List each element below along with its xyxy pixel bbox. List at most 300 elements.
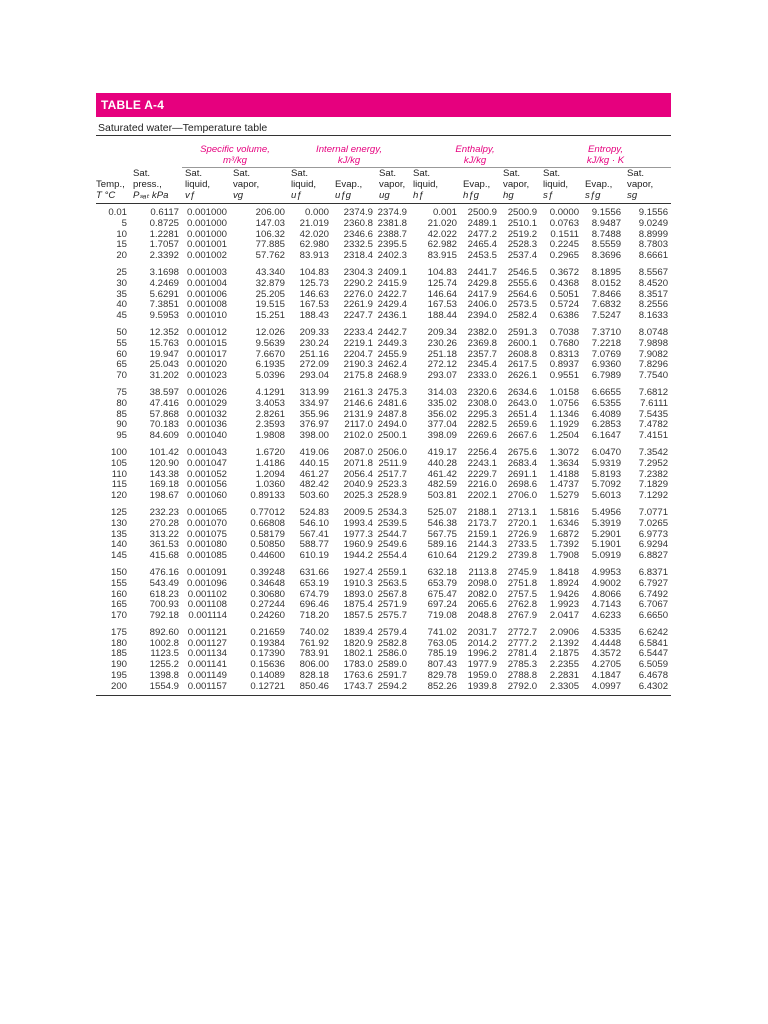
table-cell: 1002.8	[149, 637, 179, 649]
table-cell: 15.251	[255, 310, 286, 322]
table-cell: 377.04	[427, 419, 458, 431]
table-cell: 2014.2	[467, 637, 498, 649]
table-cell: 57.868	[149, 408, 179, 420]
table-cell: 2546.5	[507, 266, 538, 278]
table-cell: 0.5051	[549, 288, 580, 300]
table-cell: 120	[110, 490, 127, 502]
table-cell: 7.9898	[638, 337, 669, 349]
table-cell: 2415.9	[377, 277, 408, 289]
table-cell: 482.42	[299, 479, 330, 491]
table-cell: 130	[110, 517, 127, 529]
table-cell: 828.18	[299, 670, 330, 682]
table-cell: 0.001091	[186, 566, 227, 578]
table-cell: 2571.9	[377, 599, 408, 611]
table-cell: 2009.5	[343, 506, 374, 518]
table-cell: 110	[111, 468, 127, 480]
column-header-3-l1: Sat.	[185, 168, 203, 179]
table-cell: 806.00	[299, 659, 330, 671]
table-cell: 6.5355	[591, 397, 622, 409]
table-cell: 2369.8	[467, 337, 498, 349]
table-cell: 2573.5	[507, 299, 538, 311]
table-cell: 7.8466	[591, 288, 622, 300]
table-cell: 7.5247	[591, 310, 622, 322]
table-cell: 0.001043	[186, 446, 227, 458]
table-cell: 2441.7	[467, 266, 498, 278]
table-cell: 6.5841	[638, 637, 669, 649]
table-cell: 180	[110, 637, 127, 649]
table-cell: 2528.9	[377, 490, 408, 502]
table-cell: 1.4188	[549, 468, 580, 480]
table-cell: 7.2952	[638, 457, 669, 469]
table-cell: 4.1847	[591, 670, 622, 682]
table-cell: 8.5567	[638, 266, 669, 278]
table-cell: 440.28	[427, 457, 458, 469]
table-cell: 209.34	[427, 326, 458, 338]
table-cell: 104.83	[427, 266, 458, 278]
table-cell: 2040.9	[343, 479, 374, 491]
table-cell: 2417.9	[467, 288, 498, 300]
table-cell: 2500.1	[377, 430, 408, 442]
column-header-13-sym: sɡ	[624, 190, 671, 204]
table-cell: 313.99	[299, 386, 330, 398]
column-header-7-sym: uɡ	[376, 190, 410, 204]
table-cell: 2374.9	[377, 207, 408, 218]
table-cell: 5.6291	[149, 288, 179, 300]
table-cell: 15.763	[149, 337, 179, 349]
table-cell: 2247.7	[343, 310, 374, 322]
table-cell: 7.3851	[149, 299, 179, 311]
column-header-2-l1: Sat.	[133, 168, 151, 179]
table-cell: 2745.9	[507, 566, 538, 578]
table-cell: 104.83	[299, 266, 330, 278]
group-header-row	[96, 136, 671, 168]
table-cell: 335.02	[427, 397, 458, 409]
table-cell: 2510.1	[507, 217, 538, 229]
table-cell: 0.6386	[549, 310, 580, 322]
table-cell: 8.2556	[638, 299, 669, 311]
group-specific-volume	[182, 136, 288, 168]
table-cell: 440.15	[299, 457, 330, 469]
table-cell: 5.6013	[591, 490, 622, 502]
table-cell: 7.6670	[255, 348, 286, 360]
table-cell: 2489.1	[467, 217, 498, 229]
table-cell: 314.03	[427, 386, 458, 398]
table-cell: 6.1647	[591, 430, 622, 442]
table-cell: 106.32	[255, 228, 286, 240]
table-cell: 2617.5	[507, 359, 538, 371]
table-cell: 2131.9	[343, 408, 374, 420]
table-cell: 2269.6	[467, 430, 498, 442]
table-cell: 2659.6	[507, 419, 538, 431]
table-cell: 503.81	[427, 490, 458, 502]
table-cell: 101.42	[149, 446, 179, 458]
table-label-bar	[96, 93, 671, 117]
table-cell: 0.001075	[186, 528, 227, 540]
table-cell: 230.24	[299, 337, 330, 349]
table-cell: 1554.9	[130, 682, 182, 695]
table-cell: 2449.3	[377, 337, 408, 349]
table-cell: 4.7143	[591, 599, 622, 611]
table-cell: 675.47	[427, 588, 458, 600]
table-row	[96, 399, 671, 410]
table-cell: 2506.0	[377, 446, 408, 458]
table-cell: 0.001080	[186, 539, 227, 551]
column-header-7-l1: Sat.	[379, 168, 397, 179]
table-cell: 38.597	[149, 386, 179, 398]
table-row	[96, 279, 671, 290]
table-cell: 2117.0	[344, 419, 374, 431]
table-cell: 20	[116, 250, 127, 262]
table-cell: 1.0158	[549, 386, 580, 398]
table-cell: 7.2218	[591, 337, 622, 349]
table-cell: 2276.0	[343, 288, 374, 300]
table-cell: 0.19384	[250, 637, 286, 649]
table-cell: 2537.4	[507, 250, 538, 262]
table-cell: 4.8066	[591, 588, 622, 600]
table-cell: 461.42	[427, 468, 458, 480]
table-cell: 2320.6	[467, 386, 498, 398]
table-cell: 0.66808	[250, 517, 286, 529]
table-cell: 167.53	[427, 299, 458, 311]
table-body	[96, 204, 671, 696]
table-row	[96, 622, 671, 639]
table-cell: 0.001001	[186, 239, 227, 251]
table-cell: 1820.9	[343, 637, 374, 649]
table-cell: 1.6872	[549, 528, 580, 540]
table-cell: 8.7803	[638, 239, 669, 251]
table-cell: 2481.6	[377, 397, 408, 409]
table-cell: 5.8193	[591, 468, 622, 480]
table-cell: 7.1829	[638, 479, 669, 491]
table-cell: 2772.7	[507, 626, 538, 638]
table-cell: 1255.2	[149, 659, 179, 671]
table-cell: 2.1392	[549, 637, 580, 649]
table-cell: 5	[121, 217, 127, 229]
column-header-13-l1: Sat.	[627, 168, 645, 179]
table-cell: 850.46	[288, 682, 332, 695]
table-cell: 2295.3	[467, 408, 498, 420]
table-cell: 7.2382	[638, 468, 669, 480]
table-cell: 6.8827	[638, 550, 669, 562]
table-cell: 0.001114	[188, 610, 227, 622]
table-cell: 2216.0	[467, 479, 498, 491]
table-cell: 2129.2	[467, 550, 498, 562]
table-cell: 5.9319	[591, 457, 622, 469]
table-cell: 7.3710	[591, 326, 622, 338]
table-cell: 2175.8	[343, 370, 374, 382]
table-cell: 272.12	[427, 359, 458, 371]
table-cell: 525.07	[427, 506, 458, 518]
table-cell: 2591.3	[507, 326, 538, 338]
table-cell: 25	[116, 266, 127, 278]
column-header-row-1	[96, 168, 671, 180]
table-cell: 83.915	[427, 250, 458, 262]
table-cell: 6.7067	[638, 599, 669, 611]
table-cell: 1.7057	[149, 239, 179, 251]
saturated-water-table	[96, 136, 671, 696]
table-cell: 2608.8	[507, 348, 538, 360]
table-cell: 0.001020	[186, 359, 227, 371]
table-cell: 1910.3	[343, 577, 374, 589]
table-cell: 2455.9	[377, 348, 408, 360]
table-cell: 165	[110, 599, 127, 611]
table-cell: 1.0756	[549, 397, 580, 409]
table-cell: 763.05	[427, 637, 458, 649]
table-cell: 2.2831	[549, 670, 580, 682]
table-cell: 232.23	[149, 506, 179, 518]
table-cell: 2.8261	[255, 408, 286, 420]
table-cell: 761.92	[299, 637, 330, 649]
table-cell: 8.3517	[638, 288, 669, 300]
table-cell: 2751.8	[507, 577, 538, 589]
table-cell: 2048.8	[467, 610, 498, 622]
table-cell: 2643.0	[507, 397, 538, 409]
column-header-5-sym: uƒ	[288, 190, 332, 204]
table-cell: 355.96	[299, 408, 330, 420]
table-cell: 0.27244	[250, 599, 286, 611]
table-cell: 2.0906	[549, 626, 580, 638]
table-cell: 543.49	[149, 577, 179, 589]
table-row	[96, 204, 671, 219]
table-cell: 2534.3	[377, 506, 408, 518]
group-enthalpy	[410, 136, 540, 168]
table-cell: 2582.8	[377, 637, 408, 649]
table-cell: 2519.2	[507, 228, 538, 240]
table-cell: 2591.7	[377, 670, 408, 682]
table-cell: 5.1901	[591, 539, 622, 551]
table-cell: 0.30680	[250, 588, 286, 600]
table-cell: 1939.8	[460, 682, 500, 695]
table-cell: 1.0360	[255, 479, 286, 491]
table-cell: 0.44600	[250, 550, 286, 562]
table-cell: 7.6111	[640, 397, 669, 409]
table-cell: 155	[110, 577, 127, 589]
table-cell: 270.28	[149, 517, 179, 529]
table-cell: 35	[116, 288, 127, 300]
table-cell: 2554.4	[377, 550, 408, 562]
table-cell: 719.08	[427, 610, 458, 622]
column-header-10-l2: vapor,	[503, 179, 530, 190]
table-cell: 2102.0	[343, 430, 374, 442]
table-cell: 783.91	[299, 648, 330, 660]
table-cell: 7.0769	[591, 348, 622, 360]
table-cell: 2381.8	[377, 217, 408, 229]
table-cell: 0.6117	[150, 207, 179, 218]
table-cell: 2202.1	[467, 490, 498, 502]
table-cell: 461.27	[299, 468, 330, 480]
table-cell: 0.1511	[550, 228, 580, 240]
table-cell: 8.0152	[591, 277, 622, 289]
table-cell: 1.9426	[549, 588, 580, 600]
table-cell: 0.000	[305, 207, 330, 218]
table-cell: 2357.7	[467, 348, 498, 360]
table-cell: 1.9923	[549, 599, 580, 611]
table-cell: 6.2853	[591, 419, 622, 431]
table-cell: 19.947	[149, 348, 179, 360]
table-cell: 2477.2	[467, 228, 498, 240]
table-cell: 169.18	[149, 479, 179, 491]
table-cell: 0.001017	[186, 348, 227, 360]
table-cell: 42.022	[427, 228, 458, 240]
column-header-12-sym: sƒɡ	[582, 190, 624, 204]
table-cell: 2475.3	[377, 386, 408, 398]
table-caption: Saturated water—Temperature table	[96, 121, 671, 136]
table-cell: 0.2965	[549, 250, 580, 262]
table-cell: 2409.1	[377, 266, 408, 278]
table-cell: 2500.9	[467, 207, 498, 218]
table-cell: 6.5447	[638, 648, 669, 660]
table-cell: 2544.7	[377, 528, 408, 540]
table-cell: 398.00	[299, 430, 330, 442]
table-row	[96, 579, 671, 590]
table-cell: 125.73	[299, 277, 330, 289]
table-cell: 0.001047	[186, 457, 227, 469]
table-cell: 3.1698	[149, 266, 179, 278]
column-header-11-l2: liquid,	[543, 179, 569, 190]
table-cell: 40	[116, 299, 127, 311]
table-cell: 55	[116, 337, 127, 349]
group-internal-energy	[288, 136, 410, 168]
column-header-10-sym: hɡ	[500, 190, 540, 204]
table-cell: 145	[110, 550, 127, 562]
table-cell: 398.09	[427, 430, 458, 442]
table-row	[96, 262, 671, 279]
table-cell: 150	[110, 566, 127, 578]
table-cell: 2082.0	[467, 588, 498, 600]
table-cell: 1.8418	[549, 566, 580, 578]
table-cell: 334.97	[299, 397, 330, 409]
table-cell: 185	[110, 648, 127, 660]
table-cell: 0.001127	[187, 637, 227, 649]
column-header-12-l1	[582, 168, 624, 180]
table-row	[96, 491, 671, 502]
table-cell: 2219.1	[343, 337, 374, 349]
table-cell: 0.001060	[186, 490, 227, 502]
table-cell: 100	[110, 446, 127, 458]
table-cell: 2188.1	[467, 506, 498, 518]
table-cell: 25.205	[255, 288, 286, 300]
table-cell: 293.07	[427, 370, 458, 382]
table-cell: 0.001056	[186, 479, 227, 491]
table-cell: 0.8725	[149, 217, 179, 229]
table-cell: 4.2705	[591, 659, 622, 671]
table-cell: 2468.9	[377, 370, 408, 382]
table-cell: 653.79	[427, 577, 458, 589]
table-cell: 198.67	[149, 490, 179, 502]
table-cell: 2651.4	[507, 408, 538, 420]
table-cell: 10	[116, 228, 127, 240]
table-cell: 5.4956	[591, 506, 622, 518]
table-cell: 7.4151	[638, 430, 669, 442]
column-header-12-l2: Evap.,	[585, 179, 613, 190]
table-cell: 2713.1	[507, 506, 538, 518]
table-cell: 6.9773	[638, 528, 669, 540]
table-cell: 2087.0	[343, 446, 374, 458]
table-cell: 2388.7	[377, 228, 408, 240]
table-cell: 2781.4	[507, 648, 538, 660]
table-cell: 32.879	[255, 277, 286, 289]
table-cell: 0.39248	[250, 566, 286, 578]
table-cell: 8.4520	[638, 277, 669, 289]
table-cell: 12.026	[255, 326, 286, 338]
group-unit: kJ/kg · K	[586, 155, 625, 166]
table-cell: 1.2504	[549, 430, 580, 442]
table-row	[96, 431, 671, 442]
column-header-row-3	[96, 190, 671, 204]
table-row	[96, 459, 671, 470]
table-cell: 0.001012	[186, 326, 227, 338]
table-row	[96, 682, 671, 695]
table-cell: 190	[110, 659, 127, 671]
table-cell: 4.1291	[255, 386, 286, 398]
column-header-6-l2: Evap.,	[335, 179, 363, 190]
table-cell: 7.0265	[638, 517, 669, 529]
table-cell: 2.1875	[549, 648, 580, 660]
table-cell: 852.26	[410, 682, 460, 695]
table-cell: 6.4678	[638, 670, 669, 682]
table-cell: 2777.2	[507, 637, 538, 649]
table-cell: 674.79	[299, 588, 330, 600]
column-header-4-l2: vapor,	[233, 179, 260, 190]
table-cell: 2733.5	[507, 539, 538, 551]
table-cell: 57.762	[255, 250, 286, 262]
table-cell: 60	[116, 348, 127, 360]
table-cell: 90	[116, 419, 127, 431]
table-cell: 5.2901	[591, 528, 622, 540]
table-cell: 2.3392	[149, 250, 179, 262]
table-cell: 21.019	[299, 217, 330, 229]
table-cell: 503.60	[299, 490, 330, 502]
table-cell: 5.3919	[591, 517, 622, 529]
table-row	[96, 311, 671, 322]
column-header-4-l1: Sat.	[233, 168, 251, 179]
table-cell: 1.4737	[549, 479, 580, 491]
table-row	[96, 442, 671, 459]
table-cell: 21.020	[427, 217, 458, 229]
table-cell: 0.001	[433, 207, 458, 218]
table-cell: 15	[116, 239, 127, 251]
table-cell: 524.83	[299, 506, 330, 518]
table-cell: 77.885	[255, 239, 286, 251]
table-cell: 415.68	[149, 550, 179, 562]
table-cell: 2575.7	[377, 610, 408, 622]
table-cell: 2442.7	[377, 326, 408, 338]
table-cell: 6.9360	[591, 359, 622, 371]
table-cell: 0.17390	[250, 648, 286, 660]
table-cell: 0.001065	[186, 506, 227, 518]
group-title: Entropy,	[588, 144, 624, 155]
table-cell: 2465.4	[467, 239, 498, 251]
document-page	[96, 93, 671, 696]
table-cell: 2243.1	[467, 457, 498, 469]
table-cell: 47.416	[149, 397, 179, 409]
table-cell: 146.64	[427, 288, 458, 300]
table-cell: 0.001029	[186, 397, 227, 409]
table-cell: 8.1895	[591, 266, 622, 278]
table-cell: 6.5059	[638, 659, 669, 671]
table-cell: 7.7540	[638, 370, 669, 382]
table-cell: 2345.4	[467, 359, 498, 371]
table-cell: 120.90	[149, 457, 179, 469]
table-cell: 2567.8	[377, 588, 408, 600]
table-cell: 0.8937	[549, 359, 580, 371]
table-cell: 6.7989	[591, 370, 622, 382]
table-cell: 0.001096	[186, 577, 227, 589]
table-cell: 0.3672	[549, 266, 580, 278]
column-header-6-l1	[332, 168, 376, 180]
table-cell: 105	[110, 457, 127, 469]
table-cell: 206.00	[255, 207, 286, 218]
